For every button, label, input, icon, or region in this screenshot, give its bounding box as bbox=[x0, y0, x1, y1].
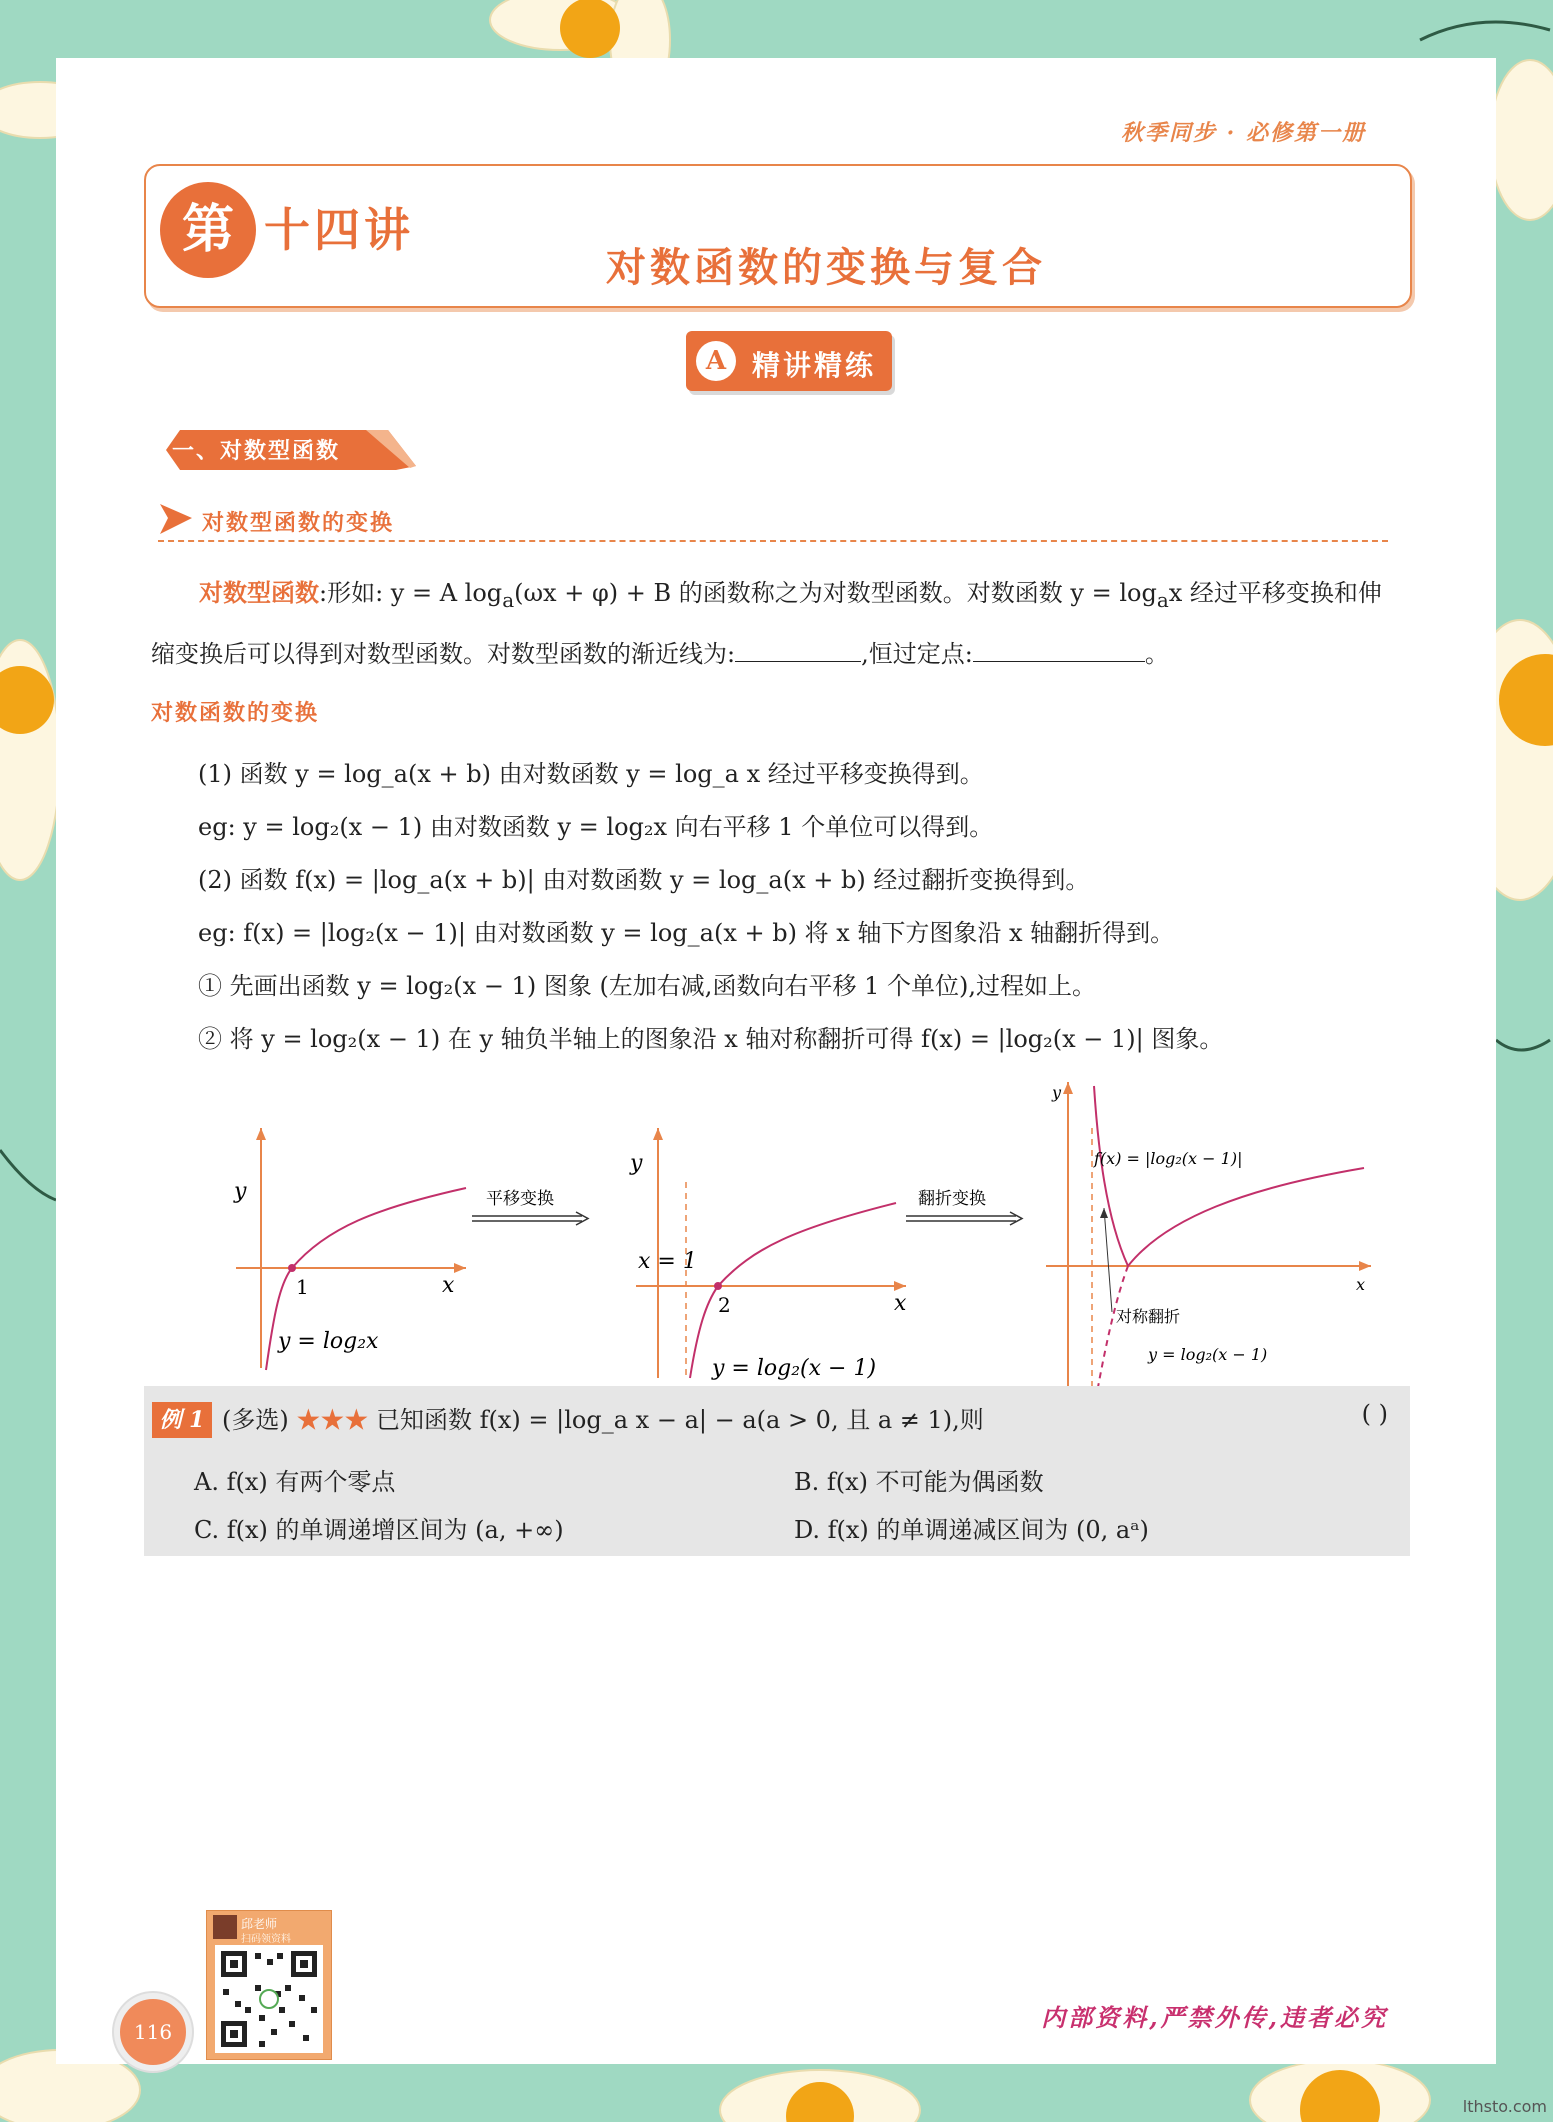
fig1-y-label: y bbox=[234, 1179, 247, 1204]
fig3-func-label: f(x) = |log₂(x − 1)| bbox=[1094, 1149, 1243, 1168]
arrow1-label: 平移变换 bbox=[486, 1189, 554, 1209]
qr-subtitle: 扫码领资料 bbox=[241, 1934, 291, 1945]
fig3-y-label: y bbox=[1052, 1083, 1062, 1102]
example-tag: 例 1 bbox=[152, 1402, 212, 1438]
fig2-x-label: x bbox=[894, 1291, 907, 1316]
page-title: 对数函数的变换与复合 bbox=[606, 244, 1046, 291]
fixed-point-blank[interactable] bbox=[973, 635, 1145, 662]
fig1-x-label: x bbox=[442, 1273, 455, 1298]
transform-line-5: ① 先画出函数 y = log₂(x − 1) 图象 (左加右减,函数向右平移 1 个单位),过程如上。 bbox=[198, 972, 1096, 1000]
example-stem bbox=[222, 1400, 984, 1435]
footer-note: 内部资料,严禁外传,违者必究 bbox=[1041, 2003, 1388, 2032]
fig2-asymptote-label: x = 1 bbox=[638, 1249, 697, 1274]
qr-name: 邱老师 bbox=[241, 1917, 278, 1931]
part-label: 一、对数型函数 bbox=[172, 438, 341, 464]
sub-heading bbox=[158, 500, 1388, 542]
difficulty-stars-icon: ★★★ bbox=[296, 1406, 369, 1434]
example-kind: (多选) bbox=[222, 1406, 289, 1434]
document-page bbox=[56, 58, 1496, 2064]
transform-heading: 对数函数的变换 bbox=[151, 700, 320, 726]
transform-line-2: eg: y = log₂(x − 1) 由对数函数 y = log₂x 向右平移 1 个单位可以得到。 bbox=[198, 813, 994, 841]
transform-line-3: (2) 函数 f(x) = |log_a(x + b)| 由对数函数 y = log_a(x + b) 经过翻折变换得到。 bbox=[198, 866, 1090, 894]
definition-text-3: x 经过平移变换和伸缩变换后可以得到对数型函数。对数型函数的渐近线为: bbox=[151, 579, 1382, 668]
definition-text-1: :形如: y = A log bbox=[319, 579, 503, 607]
fig1-tick-1: 1 bbox=[296, 1275, 309, 1299]
definition-term: 对数型函数 bbox=[199, 578, 319, 607]
example-1 bbox=[144, 1386, 1410, 1556]
definition-text-4: ,恒过定点: bbox=[861, 639, 973, 668]
section-badge bbox=[686, 331, 892, 391]
fig2-y-label: y bbox=[630, 1151, 643, 1176]
qr-card[interactable] bbox=[206, 1910, 332, 2060]
figure-log2-x-minus-1 bbox=[616, 1098, 916, 1388]
series-tag: 秋季同步 · 必修第一册 bbox=[1121, 120, 1366, 146]
answer-blank[interactable]: ( ) bbox=[1361, 1400, 1388, 1428]
arrow2-label: 翻折变换 bbox=[918, 1189, 986, 1209]
part-ribbon bbox=[166, 430, 418, 470]
qr-code-icon[interactable] bbox=[215, 1945, 323, 2053]
option-c[interactable]: C. f(x) 的单调递增区间为 (a, +∞) bbox=[194, 1516, 564, 1544]
transform-lines bbox=[198, 748, 1398, 1066]
watermark: lthsto.com bbox=[1462, 2097, 1547, 2116]
fold-arrow bbox=[906, 1186, 1030, 1246]
option-b[interactable]: B. f(x) 不可能为偶函数 bbox=[794, 1468, 1044, 1496]
figure-abs-log bbox=[1046, 1068, 1376, 1418]
lecture-title-box bbox=[144, 164, 1412, 308]
fig1-curve-label: y = log₂x bbox=[278, 1329, 379, 1354]
section-a-icon: A bbox=[696, 341, 736, 381]
fig3-x-label: x bbox=[1356, 1275, 1366, 1294]
asymptote-blank[interactable] bbox=[735, 635, 861, 662]
definition-paragraph: 对数型函数:形如: y = A $\log_a(\omega x + \varphi) + B$ 的函数称之为对数型函数。对数函数 $y = \log_ax$ 经过平移变换和伸缩变换后可以得到对数型函数。对数型函数的渐近线为: ,恒过定点: 。 bbox=[151, 578, 1382, 668]
sub-heading-label: 对数型函数的变换 bbox=[202, 510, 395, 536]
arrow-icon bbox=[158, 502, 194, 536]
fig2-curve-label: y = log₂(x − 1) bbox=[712, 1356, 877, 1381]
figure-log2x bbox=[216, 1108, 486, 1378]
transform-line-1: (1) 函数 y = log_a(x + b) 由对数函数 y = log_a x 经过平移变换得到。 bbox=[198, 760, 984, 788]
page-number: 116 bbox=[114, 1993, 192, 2071]
definition-text-2: (ωx + φ) + B 的函数称之为对数型函数。对数函数 y = log bbox=[514, 579, 1157, 607]
avatar bbox=[213, 1915, 237, 1939]
fig2-tick-2: 2 bbox=[718, 1293, 731, 1317]
definition-text-5: 。 bbox=[1144, 639, 1169, 668]
option-d[interactable]: D. f(x) 的单调递减区间为 (0, aᵃ) bbox=[794, 1516, 1149, 1544]
fig3-curve-label: y = log₂(x − 1) bbox=[1148, 1345, 1268, 1364]
translate-arrow bbox=[472, 1186, 592, 1246]
lecture-number: 十四讲 bbox=[264, 203, 414, 257]
example-question: 已知函数 f(x) = |log_a x − a| − a(a > 0, 且 a ≠ 1),则 bbox=[376, 1406, 984, 1434]
fig3-fold-label: 对称翻折 bbox=[1116, 1307, 1181, 1326]
transform-line-6: ② 将 y = log₂(x − 1) 在 y 轴负半轴上的图象沿 x 轴对称翻折可得 f(x) = |log₂(x − 1)| 图象。 bbox=[198, 1025, 1224, 1053]
section-label: 精讲精练 bbox=[752, 349, 877, 382]
lecture-badge: 第 bbox=[160, 182, 256, 278]
transform-line-4: eg: f(x) = |log₂(x − 1)| 由对数函数 y = log_a(x + b) 将 x 轴下方图象沿 x 轴翻折得到。 bbox=[198, 919, 1175, 947]
option-a[interactable]: A. f(x) 有两个零点 bbox=[194, 1468, 396, 1496]
definition-sub-a: a bbox=[502, 587, 515, 612]
